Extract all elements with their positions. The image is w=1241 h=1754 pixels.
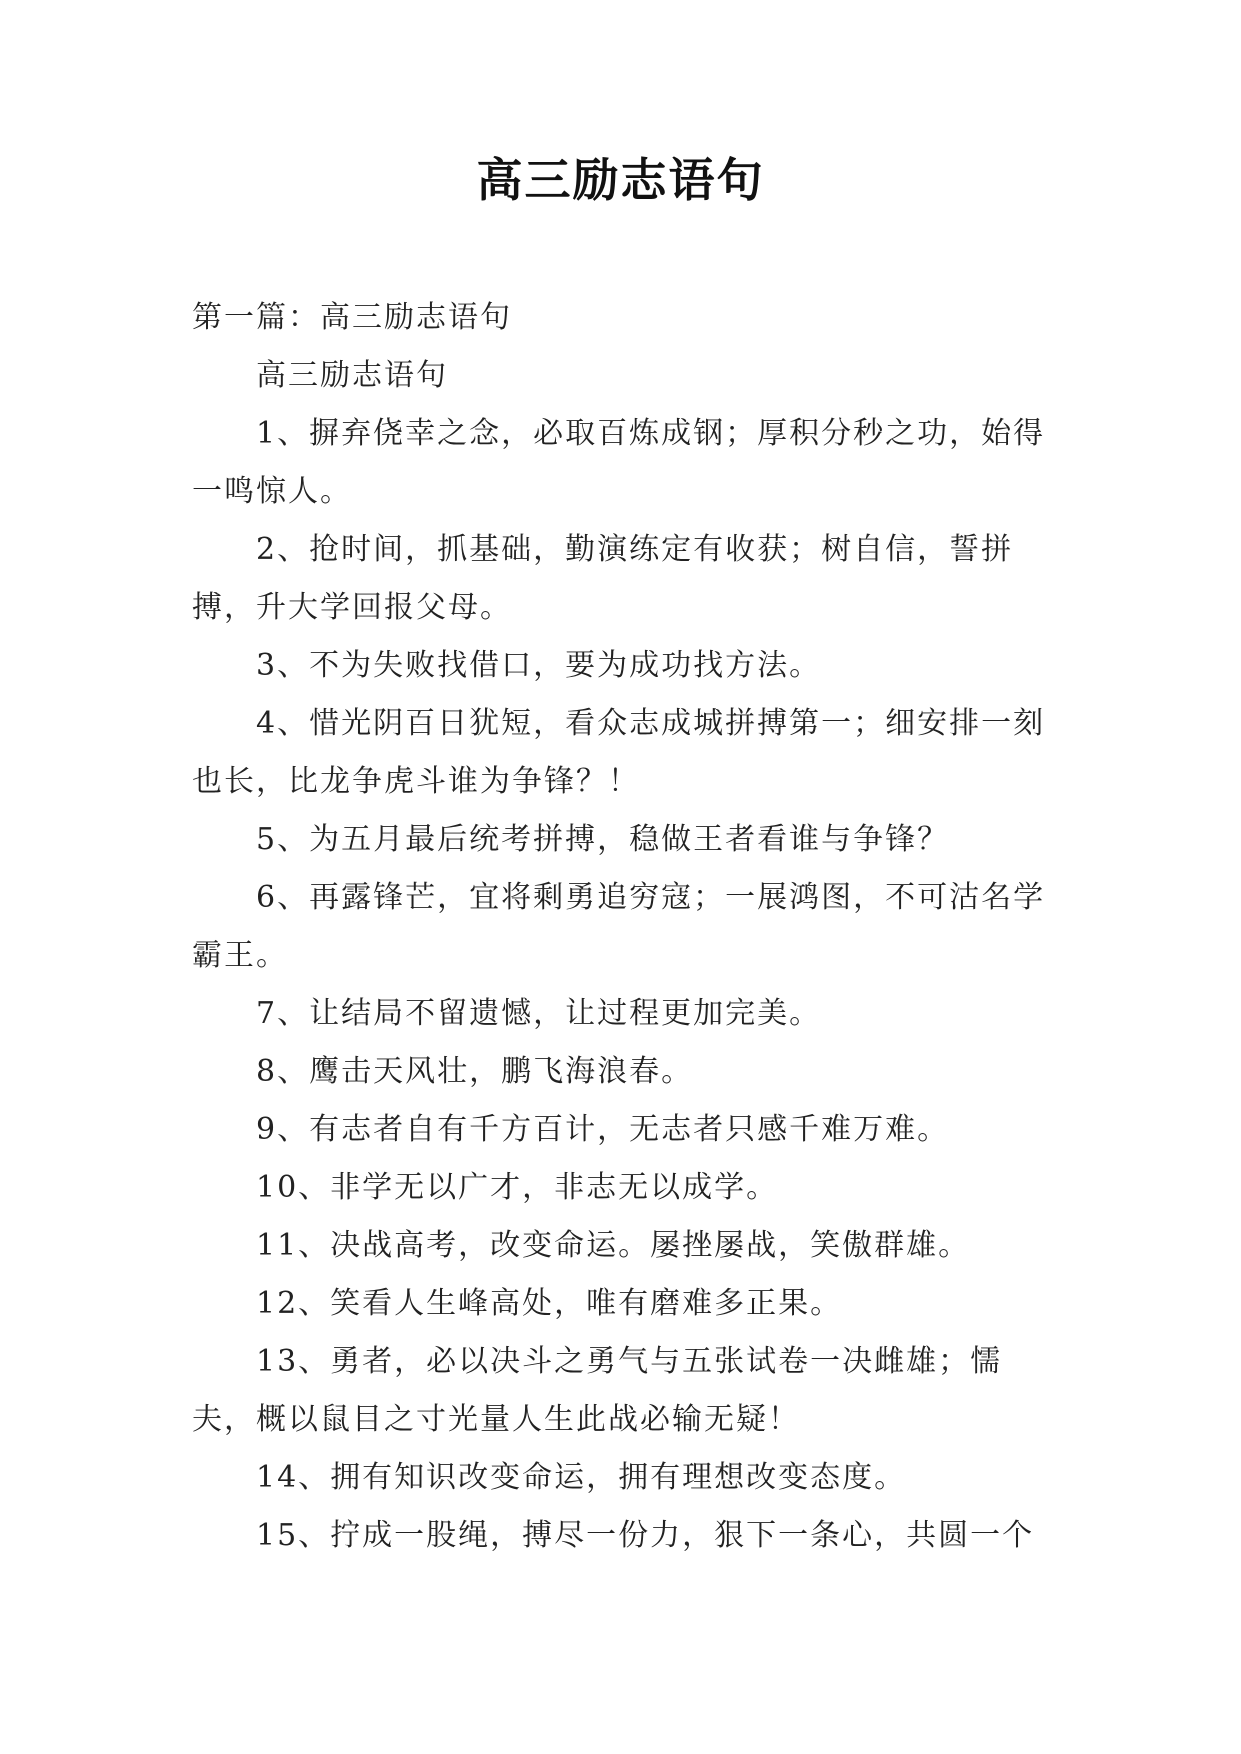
quote-item-9: 9、有志者自有千方百计，无志者只感千难万难。: [256, 1112, 950, 1147]
section-heading: 第一篇：高三励志语句: [192, 300, 512, 335]
document-body: [192, 289, 1054, 1565]
quote-item-13: 13、勇者，必以决斗之勇气与五张试卷一决雌雄；懦夫，概以鼠目之寸光量人生此战必输无疑！: [192, 1344, 1003, 1437]
quote-item-1: 1、摒弃侥幸之念，必取百炼成钢；厚积分秒之功，始得一鸣惊人。: [192, 416, 1046, 509]
section-subtitle: 高三励志语句: [256, 358, 448, 393]
quote-item-8: 8、鹰击天风壮，鹏飞海浪春。: [256, 1054, 694, 1089]
quote-item-12: 12、笑看人生峰高处，唯有磨难多正果。: [256, 1286, 843, 1321]
quote-item-3: 3、不为失败找借口，要为成功找方法。: [256, 648, 822, 683]
quote-item-15: 15、拧成一股绳，搏尽一份力，狠下一条心，共圆一个: [256, 1518, 1035, 1553]
quote-item-11: 11、决战高考，改变命运。屡挫屡战，笑傲群雄。: [256, 1228, 971, 1263]
quote-item-6: 6、再露锋芒，宜将剩勇追穷寇；一展鸿图，不可沽名学霸王。: [192, 880, 1046, 973]
quote-item-2: 2、抢时间，抓基础，勤演练定有收获；树自信，誓拼搏，升大学回报父母。: [192, 532, 1014, 625]
quote-item-14: 14、拥有知识改变命运，拥有理想改变态度。: [256, 1460, 907, 1495]
document-title: 高三励志语句: [476, 153, 765, 207]
quote-item-10: 10、非学无以广才，非志无以成学。: [256, 1170, 779, 1205]
quote-item-5: 5、为五月最后统考拼搏，稳做王者看谁与争锋？: [256, 822, 950, 857]
quote-item-7: 7、让结局不留遗憾，让过程更加完美。: [256, 996, 822, 1031]
quote-item-4: 4、惜光阴百日犹短，看众志成城拼搏第一；细安排一刻也长，比龙争虎斗谁为争锋？！: [192, 706, 1046, 799]
